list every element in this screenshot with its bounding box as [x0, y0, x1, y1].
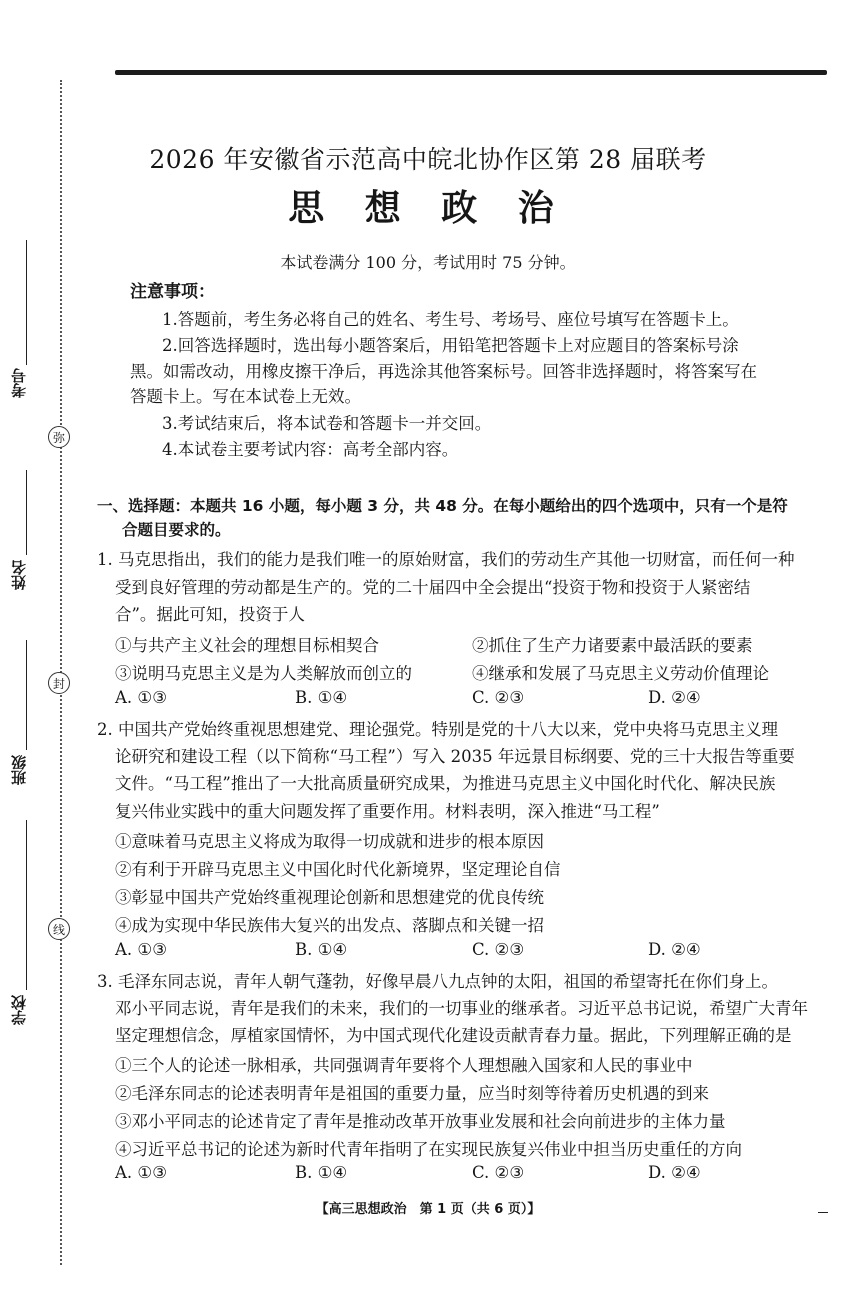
- exam-meta: 本试卷满分 100 分，考试用时 75 分钟。: [280, 253, 576, 272]
- q3-choice-d: D. ②④: [648, 1163, 701, 1182]
- notice-line-5: 3.考试结束后，将本试卷和答题卡一并交回。: [162, 414, 492, 433]
- q2-stem-line-3: 文件。“马工程”推出了一大批高质量研究成果，为推进马克思主义中国化时代化、解决民族: [115, 774, 776, 793]
- q1-choice-b: B. ①④: [295, 688, 348, 707]
- q3-stem-line-2: 邓小平同志说，青年是我们的未来，我们的一切事业的继承者。习近平总书记说，希望广大青年: [115, 999, 808, 1018]
- notice-line-6: 4.本试卷主要考试内容：高考全部内容。: [162, 440, 459, 459]
- q2-statement-1: ①意味着马克思主义将成为取得一切成就和进步的根本原因: [115, 832, 544, 851]
- q1-choice-a: A. ①③: [115, 688, 167, 707]
- seal-feng: 封: [48, 672, 70, 694]
- notice-line-2: 2.回答选择题时，选出每小题答案后，用铅笔把答题卡上对应题目的答案标号涂: [162, 336, 739, 355]
- q1-stem-line-2: 受到良好管理的劳动都是生产的。党的二十届四中全会提出“投资于物和投资于人紧密结: [115, 578, 751, 597]
- q3-stem-line-3: 坚定理想信念，厚植家国情怀，为中国式现代化建设贡献青春力量。据此，下列理解正确的是: [115, 1026, 792, 1045]
- q1-stem-line-1: 1. 马克思指出，我们的能力是我们唯一的原始财富，我们的劳动生产其他一切财富，而任何一种: [97, 550, 795, 569]
- section-heading-line-2: 合题目要求的。: [122, 521, 231, 539]
- q2-choice-d: D. ②④: [648, 940, 701, 959]
- notice-line-3: 黑。如需改动，用橡皮擦干净后，再选涂其他答案标号。回答非选择题时，将答案写在: [130, 362, 757, 381]
- q2-stem-line-1: 2. 中国共产党始终重视思想建党、理论强党。特别是党的十八大以来，党中央将马克思主义理: [97, 720, 778, 739]
- top-rule: [115, 70, 827, 75]
- q1-statement-3: ③说明马克思主义是为人类解放而创立的: [115, 664, 412, 683]
- q3-statement-4: ④习近平总书记的论述为新时代青年指明了在实现民族复兴伟业中担当历史重任的方向: [115, 1140, 742, 1159]
- q2-statement-3: ③彰显中国共产党始终重视理论创新和思想建党的优良传统: [115, 888, 544, 907]
- q3-statement-1: ①三个人的论述一脉相承，共同强调青年要将个人理想融入国家和人民的事业中: [115, 1056, 693, 1075]
- school-label: 学校: [10, 995, 28, 1025]
- seal-xian: 线: [48, 918, 70, 940]
- q1-statement-4: ④继承和发展了马克思主义劳动价值理论: [472, 664, 769, 683]
- q3-choice-c: C. ②③: [472, 1163, 525, 1182]
- q2-statement-2: ②有利于开辟马克思主义中国化时代化新境界，坚定理论自信: [115, 860, 561, 879]
- class-blank: [26, 640, 27, 750]
- notice-line-1: 1.答题前，考生务必将自己的姓名、考生号、考场号、座位号填写在答题卡上。: [162, 310, 739, 329]
- q2-stem-line-4: 复兴伟业实践中的重大问题发挥了重要作用。材料表明，深入推进“马工程”: [115, 802, 660, 821]
- q3-statement-2: ②毛泽东同志的论述表明青年是祖国的重要力量，应当时刻等待着历史机遇的到来: [115, 1084, 709, 1103]
- class-label: 班级: [10, 755, 28, 785]
- q1-stem-line-3: 合”。据此可知，投资于人: [115, 605, 305, 624]
- q2-stem-line-2: 论研究和建设工程（以下简称“马工程”）写入 2035 年远景目标纲要、党的三十大报告等重要: [115, 747, 795, 766]
- notice-heading: 注意事项：: [130, 282, 215, 302]
- name-label: 姓名: [10, 560, 28, 590]
- q1-choice-c: C. ②③: [472, 688, 525, 707]
- q3-choice-b: B. ①④: [295, 1163, 348, 1182]
- q1-choice-d: D. ②④: [648, 688, 701, 707]
- footer-dash: [818, 1212, 828, 1213]
- exam-number-label: 考号: [10, 368, 28, 398]
- name-blank: [26, 470, 27, 555]
- q2-choice-b: B. ①④: [295, 940, 348, 959]
- notice-line-4: 答题卡上。写在本试卷上无效。: [130, 387, 361, 406]
- q3-stem-line-1: 3. 毛泽东同志说，青年人朝气蓬勃，好像早晨八九点钟的太阳，祖国的希望寄托在你们身上。: [97, 972, 778, 991]
- q3-choice-a: A. ①③: [115, 1163, 167, 1182]
- q3-statement-3: ③邓小平同志的论述肯定了青年是推动改革开放事业发展和社会向前进步的主体力量: [115, 1112, 726, 1131]
- section-heading-line-1: 一、选择题：本题共 16 小题，每小题 3 分，共 48 分。在每小题给出的四个选项中，只有一个是符: [97, 497, 788, 515]
- q1-statement-1: ①与共产主义社会的理想目标相契合: [115, 636, 379, 655]
- school-blank: [26, 820, 27, 990]
- exam-title: 2026 年安徽省示范高中皖北协作区第 28 届联考: [149, 145, 707, 174]
- page-footer: 【高三思想政治 第 1 页（共 6 页）】: [315, 1202, 541, 1217]
- q2-statement-4: ④成为实现中华民族伟大复兴的出发点、落脚点和关键一招: [115, 916, 544, 935]
- subject-title: 思 想 政 治: [288, 188, 568, 229]
- seal-mi: 弥: [48, 426, 70, 448]
- q2-choice-a: A. ①③: [115, 940, 167, 959]
- q2-choice-c: C. ②③: [472, 940, 525, 959]
- q1-statement-2: ②抓住了生产力诸要素中最活跃的要素: [472, 636, 753, 655]
